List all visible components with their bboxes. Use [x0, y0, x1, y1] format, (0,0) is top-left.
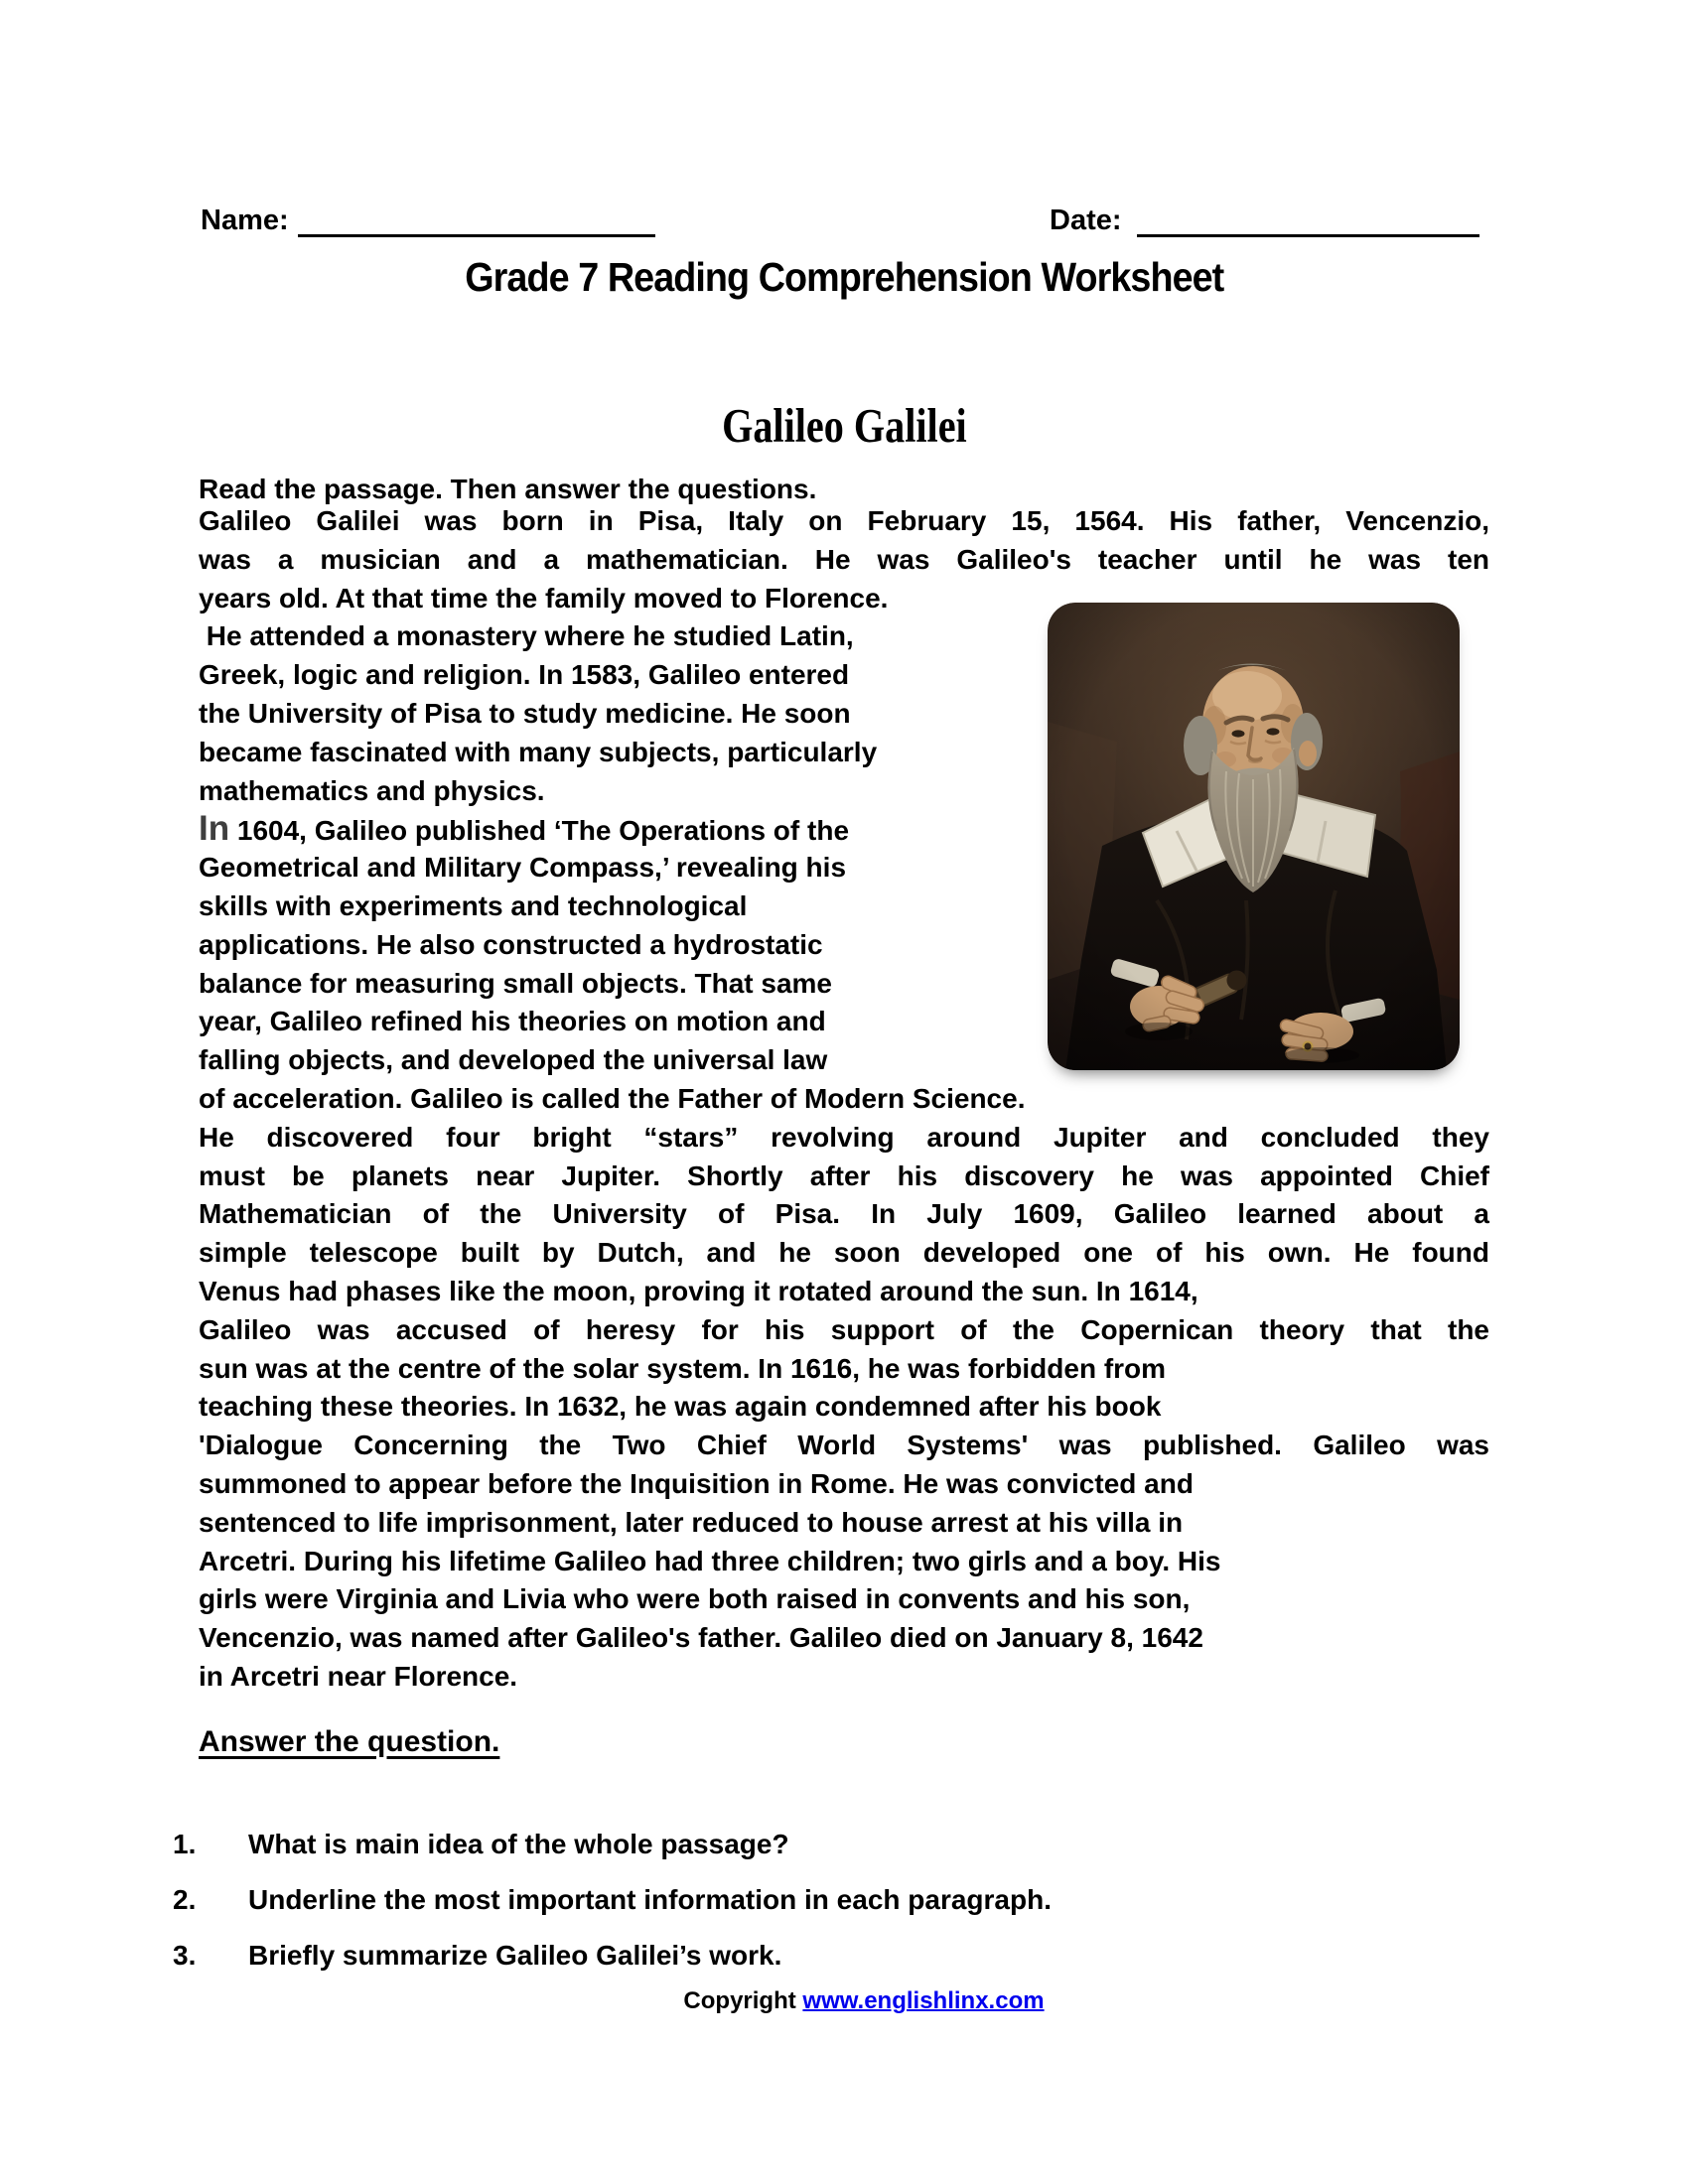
copyright-text: Copyright [683, 1987, 803, 2014]
copyright-line [0, 1987, 1688, 2015]
worksheet-title: Grade 7 Reading Comprehension Worksheet [464, 254, 1224, 300]
passage-line-rest: 1604, Galileo published ‘The Operations of the [229, 815, 850, 847]
question-text: Underline the most important information in each paragraph. [248, 1884, 1052, 1915]
passage-line: teaching these theories. In 1632, he was again condemned after his book [199, 1391, 1162, 1423]
passage-line: simple telescope built by Dutch, and he soon developed one of his own. He found [199, 1237, 1489, 1269]
passage-line: Venus had phases like the moon, proving it rotated around the sun. In 1614, [199, 1275, 1198, 1306]
question-number: 3. [173, 1940, 197, 1971]
passage-line: summoned to appear before the Inquisition in Rome. He was convicted and [199, 1467, 1194, 1499]
galileo-portrait [1048, 603, 1460, 1070]
date-label: Date: [1050, 205, 1122, 236]
passage-line: the University of Pisa to study medicine. He soon [199, 697, 851, 729]
question-text: What is main idea of the whole passage? [248, 1829, 789, 1859]
passage-line: Arcetri. During his lifetime Galileo had three children; two girls and a boy. His [199, 1545, 1221, 1576]
answer-section-heading: Answer the question. [199, 1725, 500, 1758]
galileo-portrait-image [1048, 603, 1460, 1070]
passage-line: balance for measuring small objects. That same [199, 967, 832, 999]
passage-line: year, Galileo refined his theories on motion and [199, 1006, 826, 1037]
passage-line: of acceleration. Galileo is called the Father of Modern Science. [199, 1082, 1026, 1114]
question-number: 2. [173, 1884, 197, 1915]
date-blank-line[interactable] [1137, 205, 1479, 237]
title-row [0, 254, 1688, 301]
passage-line: was a musician and a mathematician. He was Galileo's teacher until he was ten [199, 543, 1489, 575]
passage-line: Mathematician of the University of Pisa. In July 1609, Galileo learned about a [199, 1198, 1489, 1230]
name-label: Name: [201, 205, 289, 236]
question-text: Briefly summarize Galileo Galilei’s work. [248, 1940, 782, 1971]
passage-line: became fascinated with many subjects, particularly [199, 736, 878, 767]
passage-line: Greek, logic and religion. In 1583, Galileo entered [199, 659, 850, 691]
passage-line: sentenced to life imprisonment, later reduced to house arrest at his villa in [199, 1506, 1184, 1538]
passage-instruction: Read the passage. Then answer the questions. [199, 474, 817, 504]
passage-line: He attended a monastery where he studied Latin, [199, 620, 854, 652]
passage-line: years old. At that time the family moved to Florence. [199, 582, 889, 614]
passage-line: in Arcetri near Florence. [199, 1660, 518, 1692]
passage-line: must be planets near Jupiter. Shortly after his discovery he was appointed Chief [199, 1160, 1489, 1191]
passage-line: Galileo was accused of heresy for his support of the Copernican theory that the [199, 1313, 1489, 1345]
passage-line: 'Dialogue Concerning the Two Chief World Systems' was published. Galileo was [199, 1430, 1489, 1461]
passage-line: He discovered four bright “stars” revolving around Jupiter and concluded they [199, 1121, 1489, 1153]
passage-title: Galileo Galilei [721, 398, 967, 453]
englishlinx-link[interactable]: www.englishlinx.com [802, 1987, 1045, 2014]
subtitle-row [0, 397, 1688, 454]
dropcap-in: In [199, 809, 230, 849]
passage-line: skills with experiments and technological [199, 889, 748, 921]
passage-line: girls were Virginia and Livia who were both raised in convents and his son, [199, 1583, 1191, 1615]
name-blank-line[interactable] [298, 205, 655, 237]
passage-line: Galileo Galilei was born in Pisa, Italy on February 15, 1564. His father, Vencenzio, [199, 505, 1489, 536]
passage-line: Geometrical and Military Compass,’ revealing his [199, 852, 847, 884]
passage-line: applications. He also constructed a hydrostatic [199, 928, 823, 960]
question-number: 1. [173, 1829, 197, 1859]
passage-line: falling objects, and developed the universal law [199, 1044, 828, 1076]
passage-line: sun was at the centre of the solar system. In 1616, he was forbidden from [199, 1352, 1167, 1384]
passage-line: mathematics and physics. [199, 774, 545, 806]
passage-line: Vencenzio, was named after Galileo's father. Galileo died on January 8, 1642 [199, 1622, 1203, 1654]
